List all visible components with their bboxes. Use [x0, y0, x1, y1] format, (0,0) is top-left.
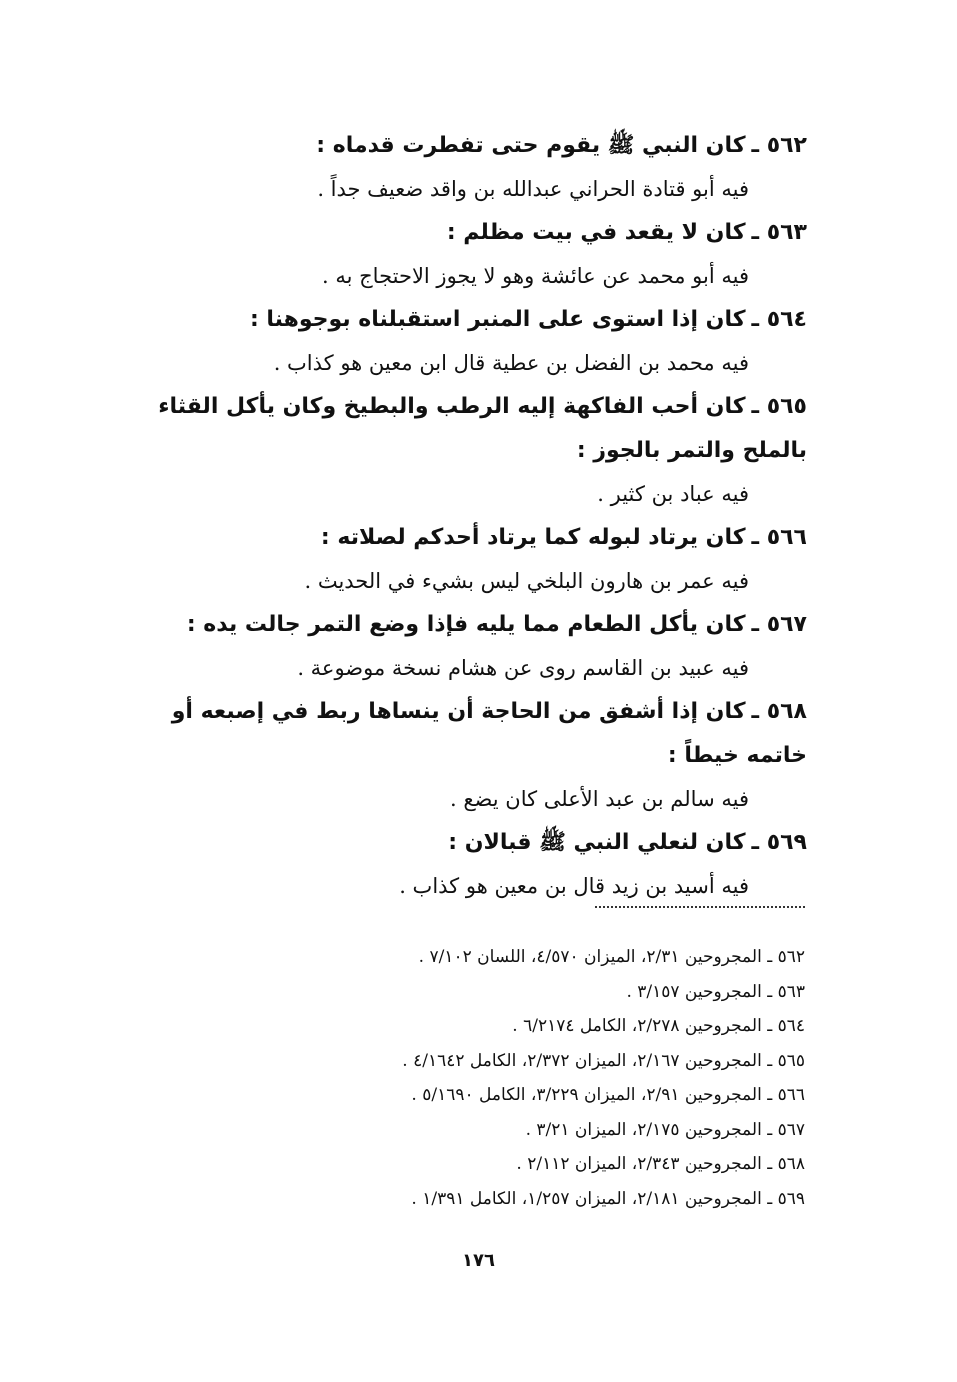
entry-566 — [107, 516, 807, 603]
entry-title: ٥٦٨ ـكان إذا أشفق من الحاجة أن ينساها ربط في إصبعه أو خاتمه خيطاً : — [107, 690, 807, 778]
entry-title: ٥٦٢ ـكان النبي ﷺ يقوم حتى تفطرت قدماه : — [107, 124, 807, 168]
entry-comment: فيه أبو محمد عن عائشة وهو لا يجوز الاحتجاج به . — [321, 264, 749, 288]
entry-title: ٥٦٣ ـكان لا يقعد في بيت مظلم : — [107, 211, 807, 255]
footnotes — [165, 940, 805, 1216]
entry-number: ٥٦٨ ـ — [751, 699, 807, 724]
entry-number: ٥٦٤ ـ — [751, 307, 807, 332]
entry-number: ٥٦٣ ـ — [751, 220, 807, 245]
entry-comment: فيه أبو قتادة الحراني عبدالله بن واقد ضعيف جداً . — [317, 177, 749, 201]
entry-title: ٥٦٥ ـكان أحب الفاكهة إليه الرطب والبطيخ وكان يأكل القثاء بالملح والتمر بالجوز : — [107, 385, 807, 473]
entry-comment: فيه عبيد بن القاسم روى عن هشام نسخة موضوعة . — [297, 656, 749, 680]
entry-title: ٥٦٧ ـكان يأكل الطعام مما يليه فإذا وضع التمر جالت يده : — [107, 603, 807, 647]
entry-569 — [107, 821, 807, 908]
footnote: ٥٦٧ ـ المجروحين ٢/١٧٥، الميزان ٣/٢١ . — [525, 1119, 805, 1140]
entry-567 — [107, 603, 807, 690]
entry-564 — [107, 298, 807, 385]
footnote: ٥٦٤ ـ المجروحين ٢/٢٧٨، الكامل ٦/٢١٧٤ . — [512, 1016, 805, 1036]
entry-comment: فيه عباد بن كثير . — [597, 482, 749, 506]
entry-565 — [107, 385, 807, 516]
entry-comment: فيه محمد بن الفضل بن عطية قال ابن معين هو كذاب . — [273, 351, 749, 375]
entry-title: ٥٦٤ ـكان إذا استوى على المنبر استقبلناه بوجوهنا : — [107, 298, 807, 342]
entry-comment: فيه سالم بن عبد الأعلى كان يضع . — [450, 787, 749, 811]
footnote-divider — [595, 906, 805, 908]
page-number: ١٧٦ — [462, 1250, 495, 1271]
entry-number: ٥٦٢ ـ — [751, 133, 807, 158]
entry-563 — [107, 211, 807, 298]
entry-number: ٥٦٥ ـ — [751, 394, 807, 419]
entry-comment: فيه عمر بن هارون البلخي ليس بشيء في الحديث . — [304, 569, 749, 593]
main-text — [107, 124, 807, 908]
footnote: ٥٦٣ ـ المجروحين ٣/١٥٧ . — [626, 981, 805, 1002]
entry-568 — [107, 690, 807, 821]
entry-title: ٥٦٦ ـكان يرتاد لبوله كما يرتاد أحدكم لصلاته : — [107, 516, 807, 560]
entry-title: ٥٦٩ ـكان لنعلي النبي ﷺ قبالان : — [107, 821, 807, 865]
footnote: ٥٦٨ ـ المجروحين ٢/٣٤٣، الميزان ٢/١١٢ . — [516, 1154, 805, 1174]
footnote: ٥٦٢ ـ المجروحين ٢/٣١، الميزان ٤/٥٧٠، اللسان ٧/١٠٢ . — [418, 947, 805, 967]
footnote: ٥٦٩ ـ المجروحين ٢/١٨١، الميزان ١/٢٥٧، الكامل ١/٣٩١ . — [411, 1188, 805, 1209]
footnote: ٥٦٦ ـ المجروحين ٢/٩١، الميزان ٣/٢٢٩، الكامل ٥/١٦٩٠ . — [411, 1085, 805, 1105]
entry-562 — [107, 124, 807, 211]
entry-number: ٥٦٩ ـ — [751, 830, 807, 855]
entry-number: ٥٦٧ ـ — [751, 612, 807, 637]
entry-comment: فيه أسيد بن زيد قال بن معين هو كذاب . — [399, 874, 749, 898]
footnote: ٥٦٥ ـ المجروحين ٢/١٦٧، الميزان ٢/٣٧٢، الكامل ٤/١٦٤٢ . — [402, 1050, 805, 1071]
entry-number: ٥٦٦ ـ — [751, 525, 807, 550]
